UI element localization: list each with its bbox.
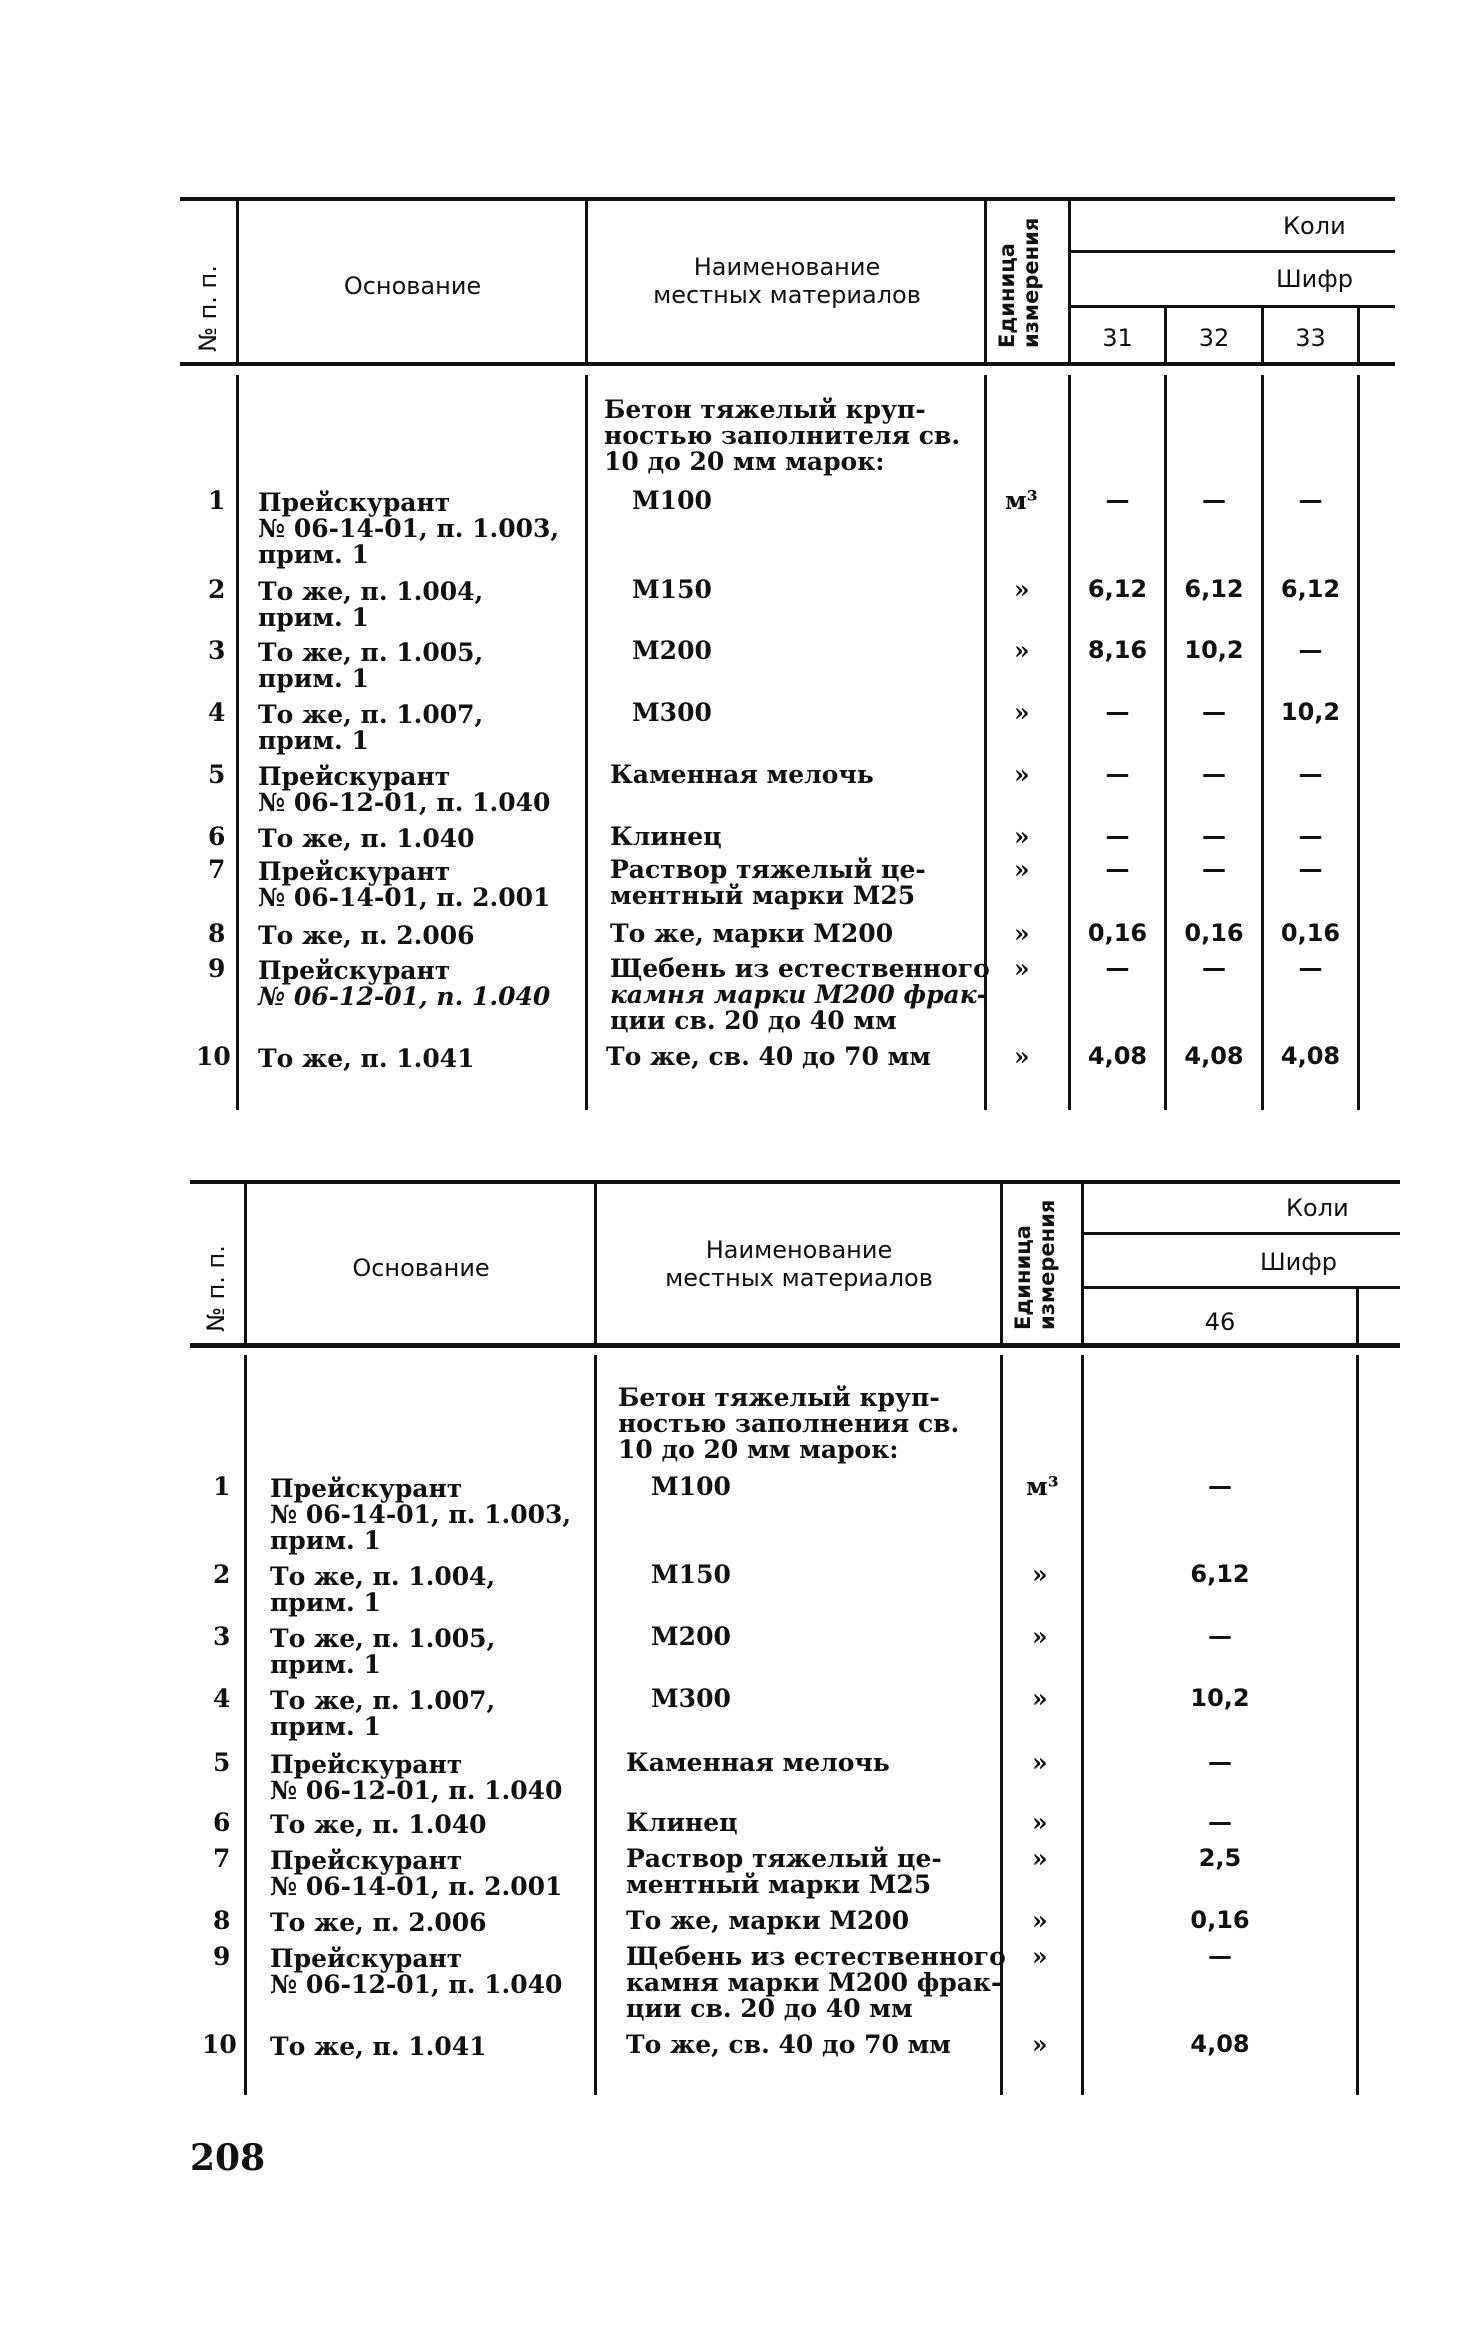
row-basis: № 06-14-01, п. 2.001 — [270, 1872, 563, 1901]
table-1-header-num: № п. п. — [194, 265, 222, 352]
row-name: Раствор тяжелый це- — [610, 855, 926, 884]
row-basis: То же, п. 1.007, — [270, 1686, 496, 1715]
row-number: 1 — [208, 486, 226, 515]
row-basis: Прейскурант — [270, 1846, 463, 1875]
page-number: 208 — [190, 2137, 266, 2179]
row-unit: » — [1032, 1808, 1048, 1837]
row-name: ции св. 20 до 40 мм — [626, 1994, 913, 2023]
row-value: — — [1208, 1942, 1232, 1970]
row-value: 8,16 — [1087, 636, 1148, 664]
table-2-top-rule — [190, 1180, 1400, 1184]
table-2-header-basis: Основание — [352, 1254, 490, 1282]
row-value: — — [1105, 760, 1130, 788]
table-2-header-cipher: Шифр — [1260, 1248, 1338, 1276]
row-name: М100 — [632, 486, 712, 515]
row-value: — — [1298, 486, 1323, 514]
row-unit: » — [1014, 698, 1030, 727]
row-number: 8 — [208, 919, 226, 948]
row-value: — — [1105, 954, 1130, 982]
row-value: 0,16 — [1184, 919, 1244, 947]
row-number: 3 — [208, 636, 226, 665]
row-basis: № 06-12-01, п. 1.040 — [270, 1776, 563, 1805]
row-value: — — [1105, 822, 1130, 850]
row-unit: м³ — [1005, 486, 1038, 515]
row-name: Щебень из естественного — [610, 954, 990, 983]
table-2-intro-line: 10 до 20 мм марок: — [618, 1435, 899, 1464]
row-unit: » — [1032, 1560, 1048, 1589]
row-basis: № 06-14-01, п. 2.001 — [258, 883, 551, 912]
row-name: Клинец — [626, 1808, 738, 1837]
row-name: М150 — [651, 1560, 731, 1589]
row-unit: » — [1014, 636, 1030, 665]
row-value: 2,5 — [1198, 1844, 1242, 1872]
row-value: 10,2 — [1190, 1684, 1250, 1712]
row-name: То же, св. 40 до 70 мм — [606, 1042, 931, 1071]
row-basis: Прейскурант — [270, 1750, 463, 1779]
row-value: 0,16 — [1190, 1906, 1250, 1934]
table-2-header-unit-1: Единица — [1011, 1225, 1035, 1330]
row-value: 4,08 — [1087, 1042, 1148, 1070]
row-value: — — [1202, 760, 1226, 788]
table-2-header-bottom-rule — [190, 1343, 1400, 1348]
row-unit: » — [1014, 855, 1030, 884]
table-2-header-num: № п. п. — [202, 1245, 230, 1332]
row-unit: » — [1014, 954, 1030, 983]
row-basis: прим. 1 — [270, 1650, 381, 1679]
table-1-cipher-rule — [1068, 305, 1395, 308]
row-value: 4,08 — [1190, 2030, 1250, 2058]
table-1-header-unit-1: Единица — [995, 243, 1019, 348]
row-basis: Прейскурант — [258, 488, 451, 517]
table-1-intro-line: ностью заполнителя св. — [604, 421, 961, 450]
table-1-intro-line: 10 до 20 мм марок: — [604, 447, 885, 476]
table-2-header-qty: Коли — [1286, 1194, 1349, 1222]
row-unit: » — [1032, 1844, 1048, 1873]
row-unit: » — [1032, 2030, 1048, 2059]
table-1-header-name-1: Наименование — [693, 253, 881, 281]
row-value: — — [1105, 698, 1130, 726]
table-1-header-col-33: 33 — [1295, 324, 1326, 352]
table-1-header-unit-2: измерения — [1019, 217, 1043, 348]
row-number: 10 — [196, 1042, 231, 1071]
row-basis: То же, п. 1.040 — [258, 824, 475, 853]
row-basis: прим. 1 — [270, 1588, 381, 1617]
table-2-header-unit-2: измерения — [1035, 1199, 1059, 1330]
row-number: 1 — [213, 1472, 231, 1501]
row-number: 4 — [213, 1684, 231, 1713]
row-value: — — [1202, 698, 1226, 726]
row-basis: № 06-12-01, п. 1.040 — [270, 1970, 563, 1999]
row-unit: » — [1032, 1748, 1048, 1777]
table-1-intro-line: Бетон тяжелый круп- — [604, 395, 926, 424]
table-2-intro-line: Бетон тяжелый круп- — [618, 1383, 940, 1412]
row-basis: То же, п. 2.006 — [270, 1908, 487, 1937]
row-name: М300 — [651, 1684, 731, 1713]
table-1-qty-rule — [1068, 250, 1395, 253]
row-value: — — [1208, 1808, 1232, 1836]
table-1-header-bottom-rule — [180, 362, 1395, 366]
table-1-header-cipher: Шифр — [1276, 265, 1354, 293]
row-value: — — [1298, 855, 1323, 883]
row-basis: прим. 1 — [258, 664, 369, 693]
table-1-header-qty: Коли — [1283, 212, 1346, 240]
row-value: — — [1208, 1472, 1232, 1500]
table-1-header-name-2: местных материалов — [653, 281, 921, 309]
row-unit: » — [1014, 760, 1030, 789]
row-name: М200 — [632, 636, 712, 665]
row-basis: То же, п. 1.005, — [258, 638, 484, 667]
row-name: То же, марки М200 — [610, 919, 894, 948]
row-basis: Прейскурант — [258, 857, 451, 886]
row-name: Раствор тяжелый це- — [626, 1844, 942, 1873]
row-value: — — [1202, 954, 1226, 982]
row-basis: прим. 1 — [258, 540, 369, 569]
row-number: 9 — [213, 1942, 231, 1971]
row-basis: прим. 1 — [270, 1712, 381, 1741]
row-unit: » — [1032, 1942, 1048, 1971]
table-2-qty-rule — [1081, 1232, 1400, 1235]
row-basis: прим. 1 — [258, 603, 369, 632]
row-basis: То же, п. 2.006 — [258, 921, 475, 950]
row-basis: То же, п. 1.004, — [270, 1562, 496, 1591]
row-number: 2 — [208, 575, 226, 604]
row-name: ментный марки М25 — [626, 1870, 932, 1899]
row-basis: То же, п. 1.040 — [270, 1810, 487, 1839]
row-number: 5 — [208, 760, 226, 789]
table-1-header-basis: Основание — [343, 272, 482, 300]
row-basis: прим. 1 — [258, 726, 369, 755]
row-basis: То же, п. 1.007, — [258, 700, 484, 729]
row-value: — — [1208, 1748, 1232, 1776]
table-1-header-col-32: 32 — [1198, 324, 1230, 352]
row-name: ции св. 20 до 40 мм — [610, 1006, 897, 1035]
row-value: 6,12 — [1184, 575, 1244, 603]
row-basis: То же, п. 1.041 — [270, 2032, 487, 2061]
row-unit: » — [1014, 575, 1030, 604]
row-name: М150 — [632, 575, 712, 604]
row-unit: м³ — [1026, 1472, 1059, 1501]
row-value: — — [1298, 636, 1323, 664]
row-value: — — [1105, 855, 1130, 883]
row-unit: » — [1032, 1622, 1048, 1651]
row-value: — — [1298, 954, 1323, 982]
row-name: М200 — [651, 1622, 731, 1651]
row-basis: № 06-12-01, п. 1.040 — [258, 982, 551, 1011]
table-2-header-name-2: местных материалов — [665, 1264, 933, 1292]
row-unit: » — [1032, 1684, 1048, 1713]
table-2-intro-line: ностью заполнения св. — [618, 1409, 960, 1438]
row-number: 7 — [208, 855, 226, 884]
row-name: камня марки М200 фрак- — [626, 1968, 1002, 1997]
row-basis: Прейскурант — [270, 1474, 463, 1503]
row-number: 8 — [213, 1906, 231, 1935]
row-basis: прим. 1 — [270, 1526, 381, 1555]
table-1-top-rule — [180, 197, 1395, 201]
row-value: 10,2 — [1184, 636, 1244, 664]
row-unit: » — [1014, 919, 1030, 948]
row-value: 6,12 — [1087, 575, 1148, 603]
table-2-header-col-46: 46 — [1204, 1308, 1236, 1336]
row-value: 6,12 — [1280, 575, 1341, 603]
row-value: 4,08 — [1184, 1042, 1244, 1070]
row-name: То же, св. 40 до 70 мм — [626, 2030, 951, 2059]
row-value: — — [1202, 822, 1226, 850]
row-number: 6 — [213, 1808, 231, 1837]
row-basis: № 06-14-01, п. 1.003, — [258, 514, 560, 543]
row-number: 6 — [208, 822, 226, 851]
row-basis: Прейскурант — [258, 956, 451, 985]
row-number: 5 — [213, 1748, 231, 1777]
row-name: Клинец — [610, 822, 722, 851]
row-basis: То же, п. 1.005, — [270, 1624, 496, 1653]
row-basis: № 06-14-01, п. 1.003, — [270, 1500, 572, 1529]
row-basis: Прейскурант — [258, 762, 451, 791]
row-value: 0,16 — [1087, 919, 1148, 947]
row-number: 9 — [208, 954, 226, 983]
row-value: — — [1202, 855, 1226, 883]
row-number: 2 — [213, 1560, 231, 1589]
row-number: 7 — [213, 1844, 231, 1873]
row-number: 3 — [213, 1622, 231, 1651]
row-name: Щебень из естественного — [626, 1942, 1006, 1971]
row-name: М300 — [632, 698, 712, 727]
table-2-header-name-1: Наименование — [705, 1236, 893, 1264]
row-value: 6,12 — [1190, 1560, 1250, 1588]
table-1-header-col-31: 31 — [1102, 324, 1133, 352]
row-basis: № 06-12-01, п. 1.040 — [258, 788, 551, 817]
row-unit: » — [1032, 1906, 1048, 1935]
row-name: Каменная мелочь — [610, 760, 874, 789]
row-basis: Прейскурант — [270, 1944, 463, 1973]
row-value: 10,2 — [1280, 698, 1341, 726]
row-number: 4 — [208, 698, 226, 727]
row-value: 0,16 — [1280, 919, 1341, 947]
row-name: М100 — [651, 1472, 731, 1501]
row-value: — — [1105, 486, 1130, 514]
row-value: — — [1298, 822, 1323, 850]
row-basis: То же, п. 1.041 — [258, 1044, 475, 1073]
row-unit: » — [1014, 822, 1030, 851]
row-name: ментный марки М25 — [610, 881, 916, 910]
row-name: То же, марки М200 — [626, 1906, 910, 1935]
row-name: камня марки М200 фрак- — [610, 980, 988, 1009]
row-number: 10 — [202, 2030, 237, 2059]
row-name: Каменная мелочь — [626, 1748, 890, 1777]
row-value: — — [1202, 486, 1226, 514]
table-2-cipher-rule — [1081, 1286, 1400, 1289]
row-value: — — [1298, 760, 1323, 788]
row-basis: То же, п. 1.004, — [258, 577, 484, 606]
row-value: — — [1208, 1622, 1232, 1650]
row-value: 4,08 — [1280, 1042, 1341, 1070]
row-unit: » — [1014, 1042, 1030, 1071]
